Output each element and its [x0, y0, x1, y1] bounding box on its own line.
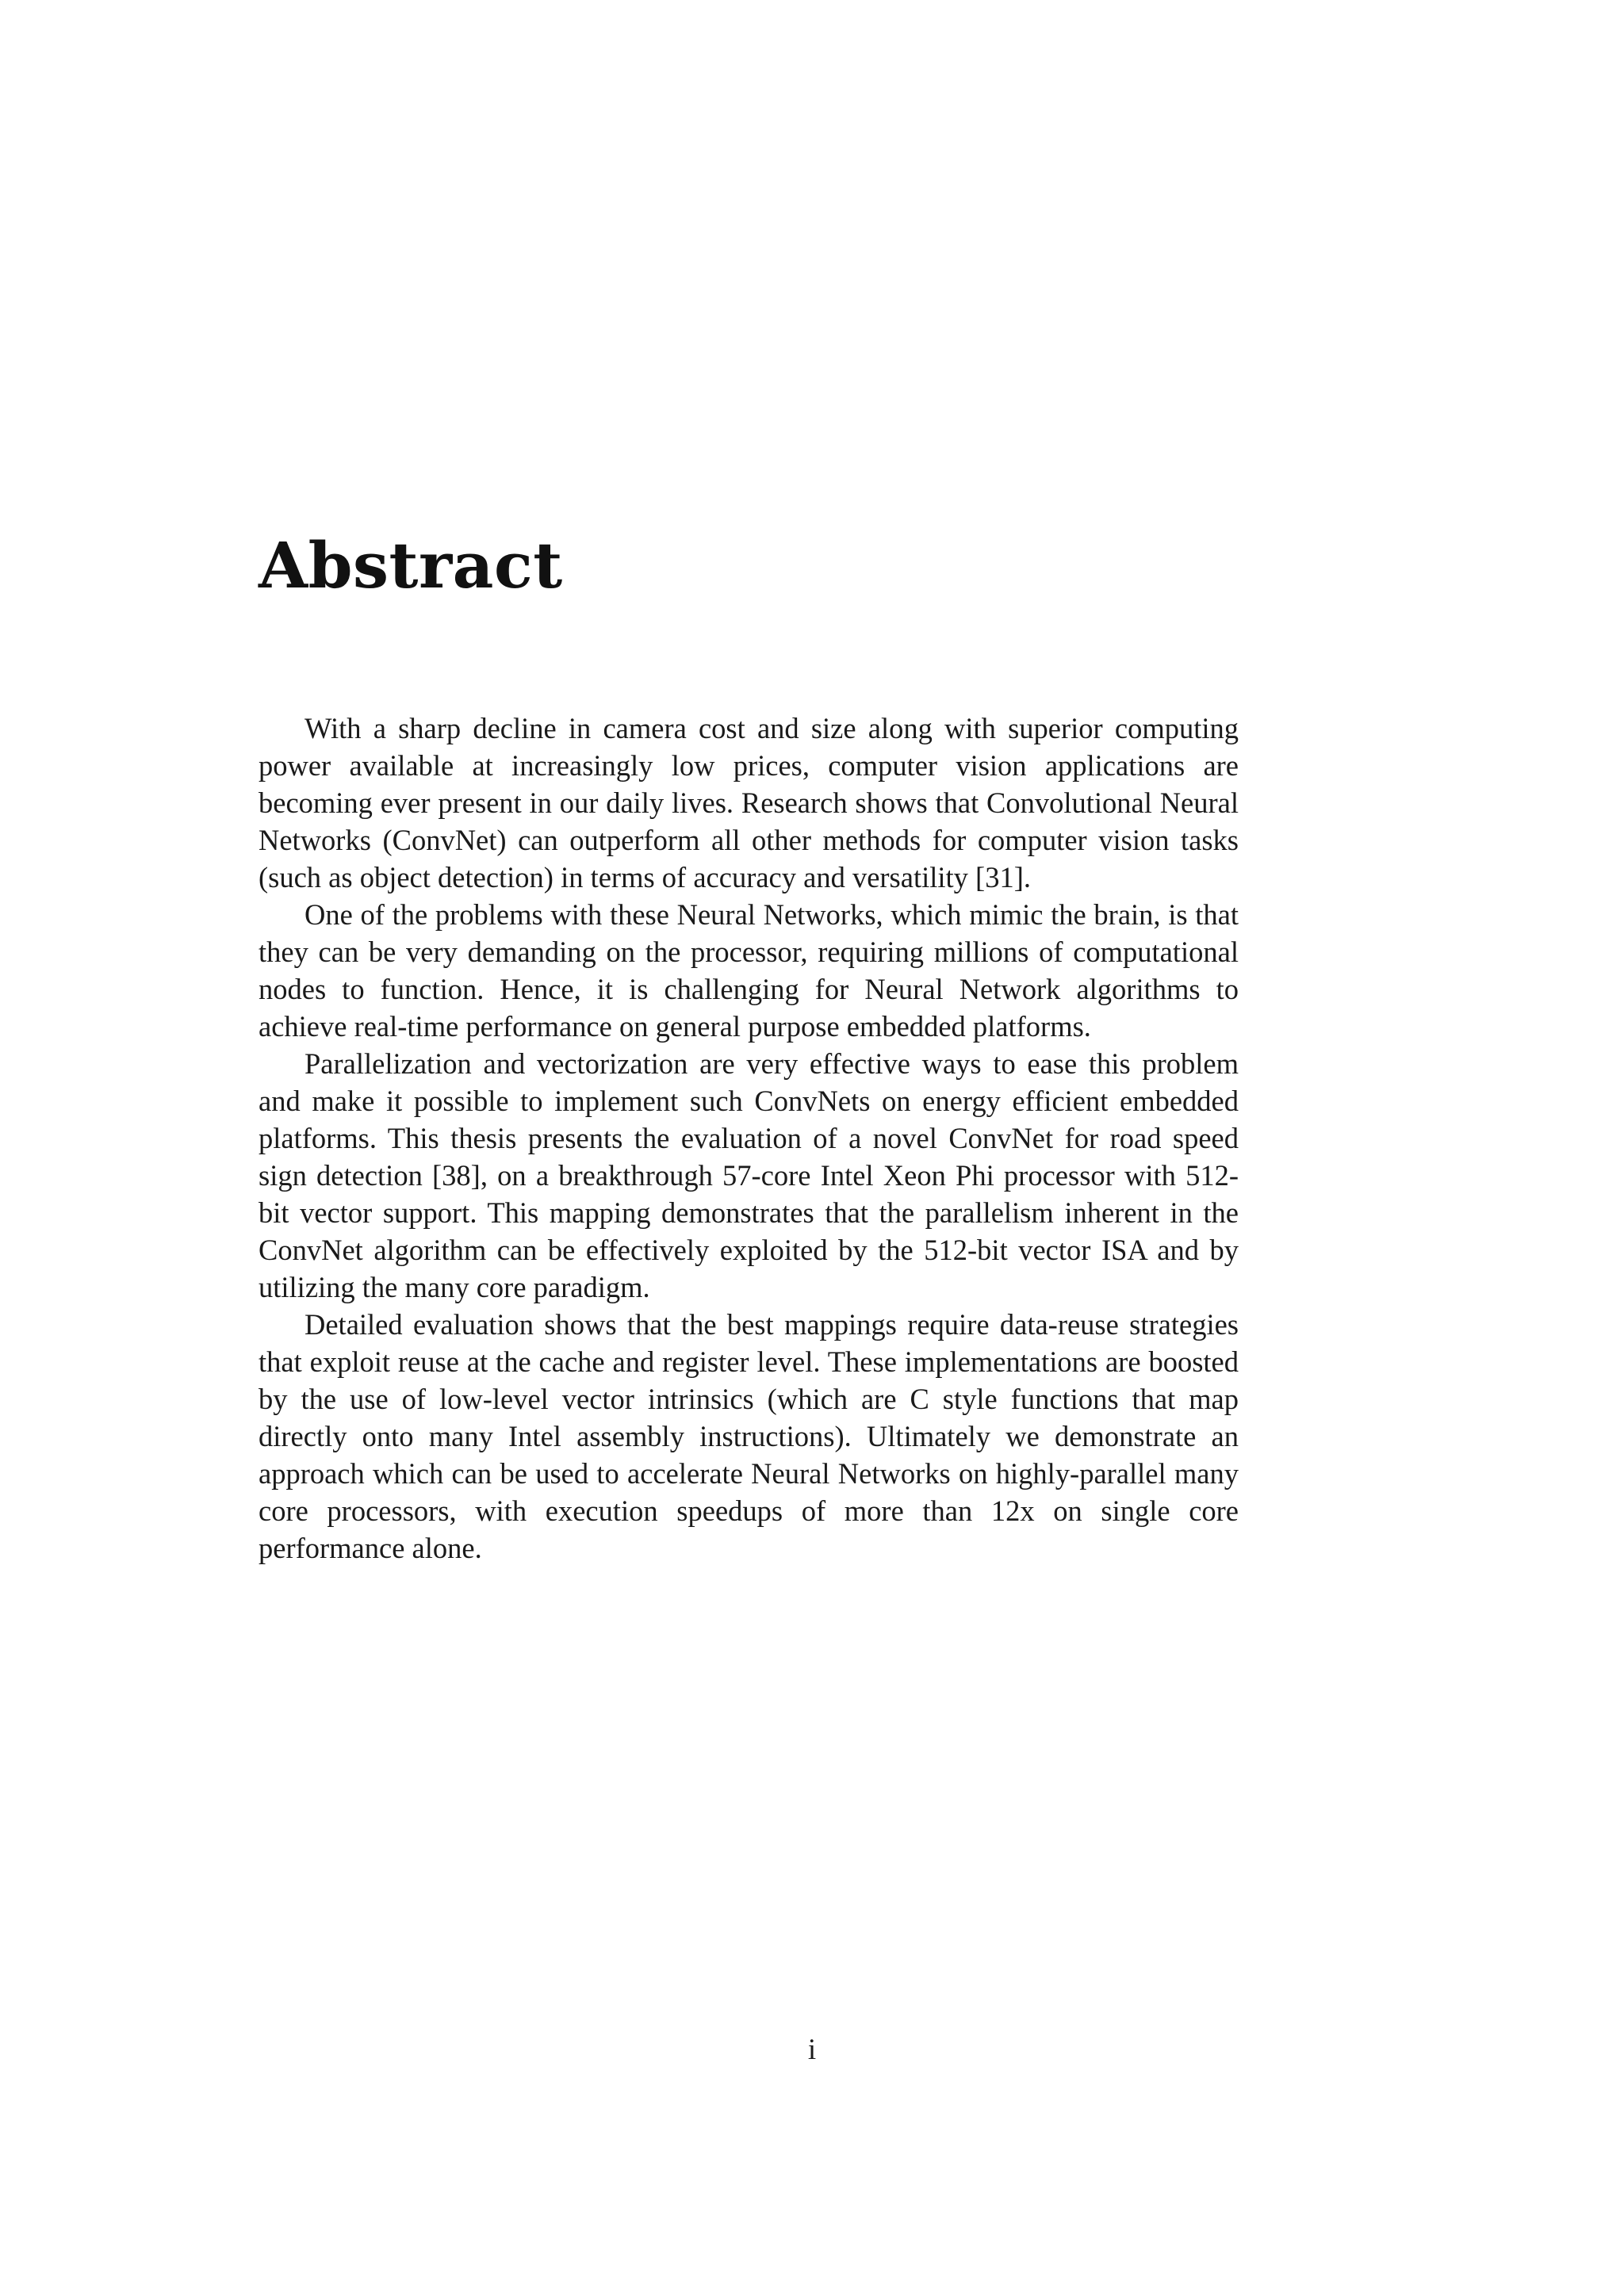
abstract-paragraph-3: Parallelization and vectorization are very effective ways to ease this problem and make it possible to implement such ConvNets on energy efficient embedded platforms. This thesis presents the evaluation of a novel ConvNet for road speed sign detection [38], on a breakthrough 57-core Intel Xeon Phi processor with 512-bit vector support. This mapping demonstrates that the parallelism inherent in the ConvNet algorithm can be effectively exploited by the 512-bit vector ISA and by utilizing the many core paradigm.: [259, 1047, 1239, 1303]
abstract-heading: Abstract: [259, 528, 563, 603]
abstract-body: [259, 710, 1239, 1567]
abstract-paragraph-1: With a sharp decline in camera cost and size along with superior computing power available at increasingly low prices, computer vision applications are becoming ever present in our daily lives. Research shows that Convolutional Neural Networks (ConvNet) can outperform all other methods for computer vision tasks (such as object detection) in terms of accuracy and versatility [31].: [259, 712, 1239, 894]
abstract-paragraph-4: Detailed evaluation shows that the best mappings require data-reuse strategies that exploit reuse at the cache and register level. These implementations are boosted by the use of low-level vector intrinsics (which are C style functions that map directly onto many Intel assembly instructions). Ultimately we demonstrate an approach which can be used to accelerate Neural Networks on highly-parallel many core processors, with execution speedups of more than 12x on single core performance alone.: [259, 1308, 1239, 1564]
abstract-paragraph-2: One of the problems with these Neural Networks, which mimic the brain, is that they can be very demanding on the processor, requiring millions of computational nodes to function. Hence, it is challenging for Neural Network algorithms to achieve real-time performance on general purpose embedded platforms.: [259, 898, 1239, 1043]
page-number: i: [807, 2034, 817, 2066]
